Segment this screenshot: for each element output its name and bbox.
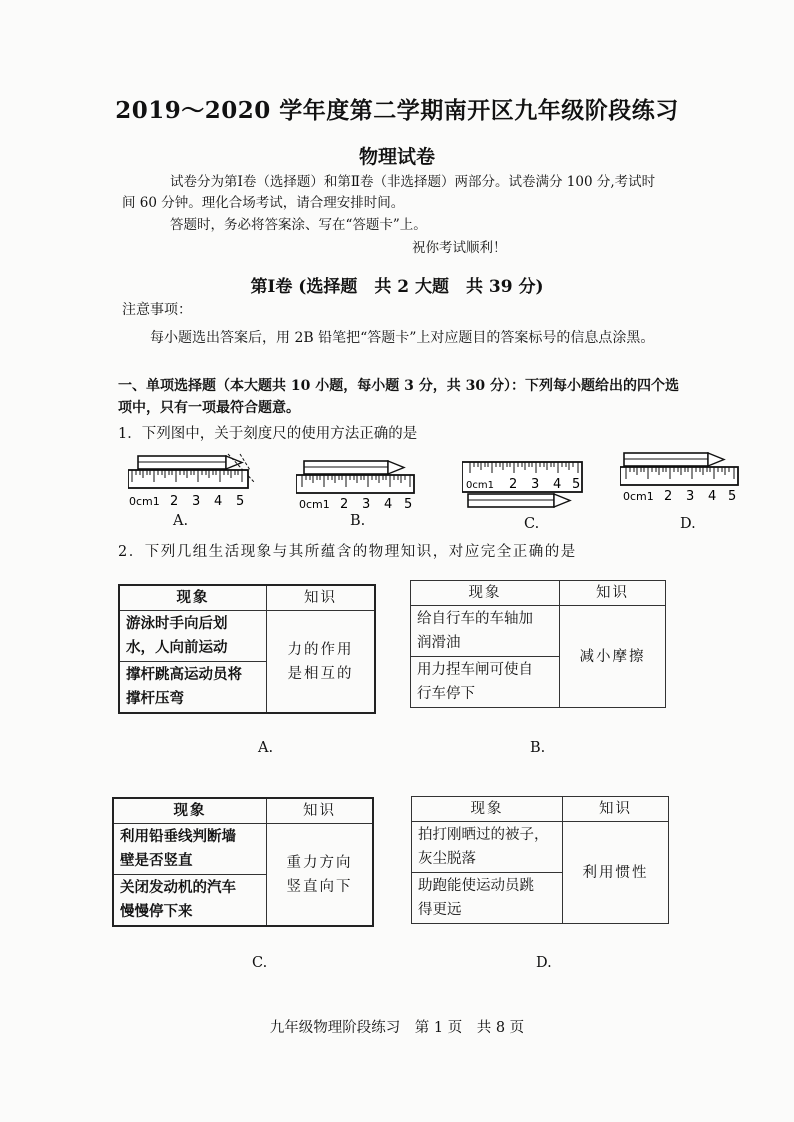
q2-option-c[interactable]: C. [252,955,268,971]
table-d-head-knowledge: 知识 [563,797,669,822]
q2-option-d[interactable]: D. [536,955,552,971]
table-b-row-1: 给自行车的车轴加 润滑油 [411,606,560,657]
q2-text: 2．下列几组生活现象与其所蕴含的物理知识，对应完全正确的是 [118,544,577,560]
ruler-c-tick-4: 4 [553,477,562,492]
ruler-figure-c [462,460,588,514]
ruler-d-tick-3: 3 [686,489,695,504]
ruler-d-tick-0: 0cm1 [623,490,654,503]
exam-subtitle: 物理试卷 [358,146,435,168]
intro-line-3: 答题时，务必将答案涂、写在“答题卡”上。 [170,217,427,233]
ruler-figure-d [620,450,742,506]
table-a-knowledge: 力的作用 是相互的 [267,611,376,714]
table-c-head-phenomenon: 现象 [113,798,267,824]
table-b-head-knowledge: 知识 [560,581,666,606]
q2-table-a [118,584,376,714]
ruler-b-tick-4: 4 [384,497,393,512]
q1-option-a[interactable]: A. [173,513,189,529]
notice-text: 每小题选出答案后，用 2B 铅笔把“答题卡”上对应题目的答案标号的信息点涂黑。 [150,330,655,346]
table-c-row-1: 利用铅垂线判断墙 壁是否竖直 [113,824,267,875]
exam-title: 2019～2020 学年度第二学期南开区九年级阶段练习 [115,97,679,124]
notice-label: 注意事项： [122,302,192,318]
ruler-b-tick-5: 5 [404,497,413,512]
ruler-a-tick-4: 4 [214,494,223,509]
intro-line-2: 间 60 分钟。理化合场考试，请合理安排时间。 [122,195,405,211]
ruler-a-tick-5: 5 [236,494,245,509]
table-d-head-phenomenon: 现象 [412,797,563,822]
section-title: 第Ⅰ卷 (选择题 共 2 大题 共 39 分) [250,277,544,297]
ruler-c-tick-2: 2 [509,477,518,492]
table-b-row-2: 用力捏车闸可使自 行车停下 [411,657,560,708]
ruler-a-tick-2: 2 [170,494,179,509]
table-a-head-phenomenon: 现象 [119,585,267,611]
table-a-row-2: 撑杆跳高运动员将 撑杆压弯 [119,662,267,714]
table-d-row-1: 拍打刚晒过的被子， 灰尘脱落 [412,822,563,873]
part1-heading-line1: 一、单项选择题（本大题共 10 小题，每小题 3 分，共 30 分）：下列每小题给出的四个选 [118,378,679,394]
q2-option-b[interactable]: B. [530,740,546,756]
q2-table-d [411,796,669,924]
q1-option-b[interactable]: B. [350,513,366,529]
part1-heading-line2: 项中，只有一项最符合题意。 [118,400,300,416]
ruler-a-tick-3: 3 [192,494,201,509]
ruler-d-tick-4: 4 [708,489,717,504]
table-a-row-1: 游泳时手向后划 水，人向前运动 [119,611,267,662]
ruler-a-tick-0: 0cm1 [129,495,160,508]
table-a-head-knowledge: 知识 [267,585,376,611]
table-c-head-knowledge: 知识 [267,798,374,824]
intro-line-4: 祝你考试顺利！ [412,240,507,256]
table-b-knowledge: 减小摩擦 [560,606,666,708]
table-b-head-phenomenon: 现象 [411,581,560,606]
q2-table-c [112,797,374,927]
q2-option-a[interactable]: A. [258,740,274,756]
ruler-d-tick-5: 5 [728,489,737,504]
q1-text: 1．下列图中，关于刻度尺的使用方法正确的是 [118,426,418,442]
table-d-knowledge: 利用惯性 [563,822,669,924]
intro-line-1: 试卷分为第Ⅰ卷（选择题）和第Ⅱ卷（非选择题）两部分。试卷满分 100 分,考试时 [170,174,656,190]
ruler-c-tick-0: 0cm1 [466,480,494,491]
ruler-b-tick-0: 0cm1 [299,498,330,511]
table-c-knowledge: 重力方向 竖直向下 [267,824,374,927]
page-footer: 九年级物理阶段练习 第 1 页 共 8 页 [269,1020,525,1036]
ruler-b-tick-3: 3 [362,497,371,512]
table-d-row-2: 助跑能使运动员跳 得更远 [412,873,563,924]
ruler-b-tick-2: 2 [340,497,349,512]
ruler-c-tick-5: 5 [572,477,581,492]
ruler-figure-b [296,457,418,513]
q1-option-c[interactable]: C. [524,516,540,532]
ruler-c-tick-3: 3 [531,477,540,492]
table-c-row-2: 关闭发动机的汽车 慢慢停下来 [113,875,267,927]
q1-option-d[interactable]: D. [680,516,696,532]
ruler-figure-a [128,448,260,510]
ruler-d-tick-2: 2 [664,489,673,504]
q2-table-b [410,580,666,708]
